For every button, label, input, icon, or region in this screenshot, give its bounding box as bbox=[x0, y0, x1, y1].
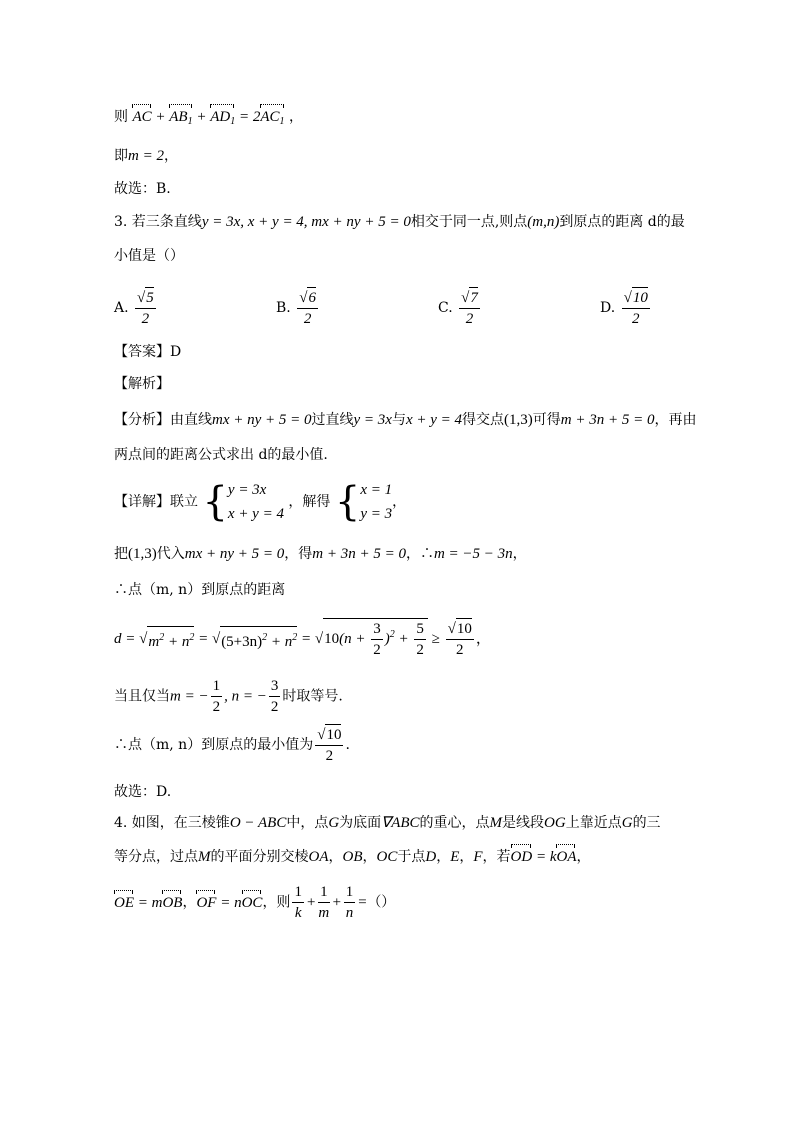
analysis-title: 【解析】 bbox=[114, 376, 170, 392]
m-equals-line: 即m = 2， bbox=[114, 148, 178, 164]
answer-line: 【答案】D bbox=[114, 344, 182, 360]
option-d[interactable]: D. $\frac{√10}{2}$ bbox=[600, 287, 652, 329]
substitution-line: 把(1,3)代入mx + ny + 5 = 0，得m + 3n + 5 = 0，∴m = −5 − 3n， bbox=[114, 546, 527, 562]
vector-od: OD = kOA bbox=[511, 849, 577, 865]
left-brace: { bbox=[202, 479, 228, 525]
m-value: m = 2 bbox=[128, 148, 164, 164]
choose-d-line: 故选：D. bbox=[114, 784, 172, 800]
option-b[interactable]: B. $\frac{√6}{2}$ bbox=[276, 287, 320, 329]
question-4-line-1: 4. 如图，在三棱锥O − ABC中，点G为底面∇ABC的重心，点M是线段OG上靠近点G的三 bbox=[114, 815, 661, 831]
question-3-line-1: 3. 若三条直线y = 3x, x + y = 4, mx + ny + 5 = 0相交于同一点,则点(m,n)到原点的距离 d的最 bbox=[114, 214, 685, 230]
equality-condition: 当且仅当m = − $\frac{1}{2}$ , n = − $\frac{3}{2}$ 时取等号. bbox=[114, 678, 343, 715]
vector-sum-line: 则 AC + $AB_1 + AD_1 = 2AC_1$ ， bbox=[114, 106, 303, 133]
vector-oe: OE = mOB bbox=[114, 895, 182, 911]
minimum-value-line: ∴点（m, n）到原点的最小值为 $\frac{√10}{2}$ . bbox=[114, 724, 350, 766]
q3-lines-math: y = 3x, x + y = 4, mx + ny + 5 = 0 bbox=[201, 214, 411, 230]
question-3-line-2: 小值是（） bbox=[114, 248, 184, 264]
choose-b-line: 故选：B. bbox=[114, 181, 171, 197]
vector-of: OF = nOC bbox=[196, 895, 262, 911]
option-c[interactable]: C. $\frac{√7}{2}$ bbox=[438, 287, 482, 329]
question-4-line-3: OE = mOB，OF = nOC，则 $\frac{1}{k}$ + $\frac{1}{m}$ + $\frac{1}{n}$ =（） bbox=[114, 884, 396, 921]
left-brace: { bbox=[334, 479, 361, 525]
analysis-line-2: 两点间的距离公式求出 d的最小值. bbox=[114, 447, 328, 463]
analysis-line-1: 【分析】由直线mx + ny + 5 = 0过直线y = 3x与x + y = 4得交点(1,3)可得m + 3n + 5 = 0，再由 bbox=[114, 412, 697, 428]
option-a[interactable]: A. $\frac{√5}{2}$ bbox=[114, 287, 158, 329]
text-ze: 则 bbox=[114, 109, 128, 125]
distance-formula: $d = √m^2 + n^2 = √(5+3n)^2 + n^2 = √10(n$ + $\frac{3}{2}$ )$^2$ + $\frac{5}{2}$ ≥ $\frac{√10}{2}$ ， bbox=[114, 618, 491, 660]
system-1: y = 3x x + y = 4 bbox=[227, 482, 284, 522]
detail-line: 【详解】联立 { y = 3x x + y = 4 ，解得 { x = 1 y = 3 ， bbox=[114, 479, 407, 525]
question-4-line-2: 等分点，过点M的平面分别交棱OA，OB，OC于点D，E，F，若OD = kOA， bbox=[114, 846, 590, 868]
distance-line: ∴点（m, n）到原点的距离 bbox=[114, 582, 286, 598]
system-2: x = 1 y = 3 bbox=[360, 482, 393, 522]
vector-equation: AC + $AB_1 + AD_1 = 2AC_1$ bbox=[132, 109, 284, 125]
